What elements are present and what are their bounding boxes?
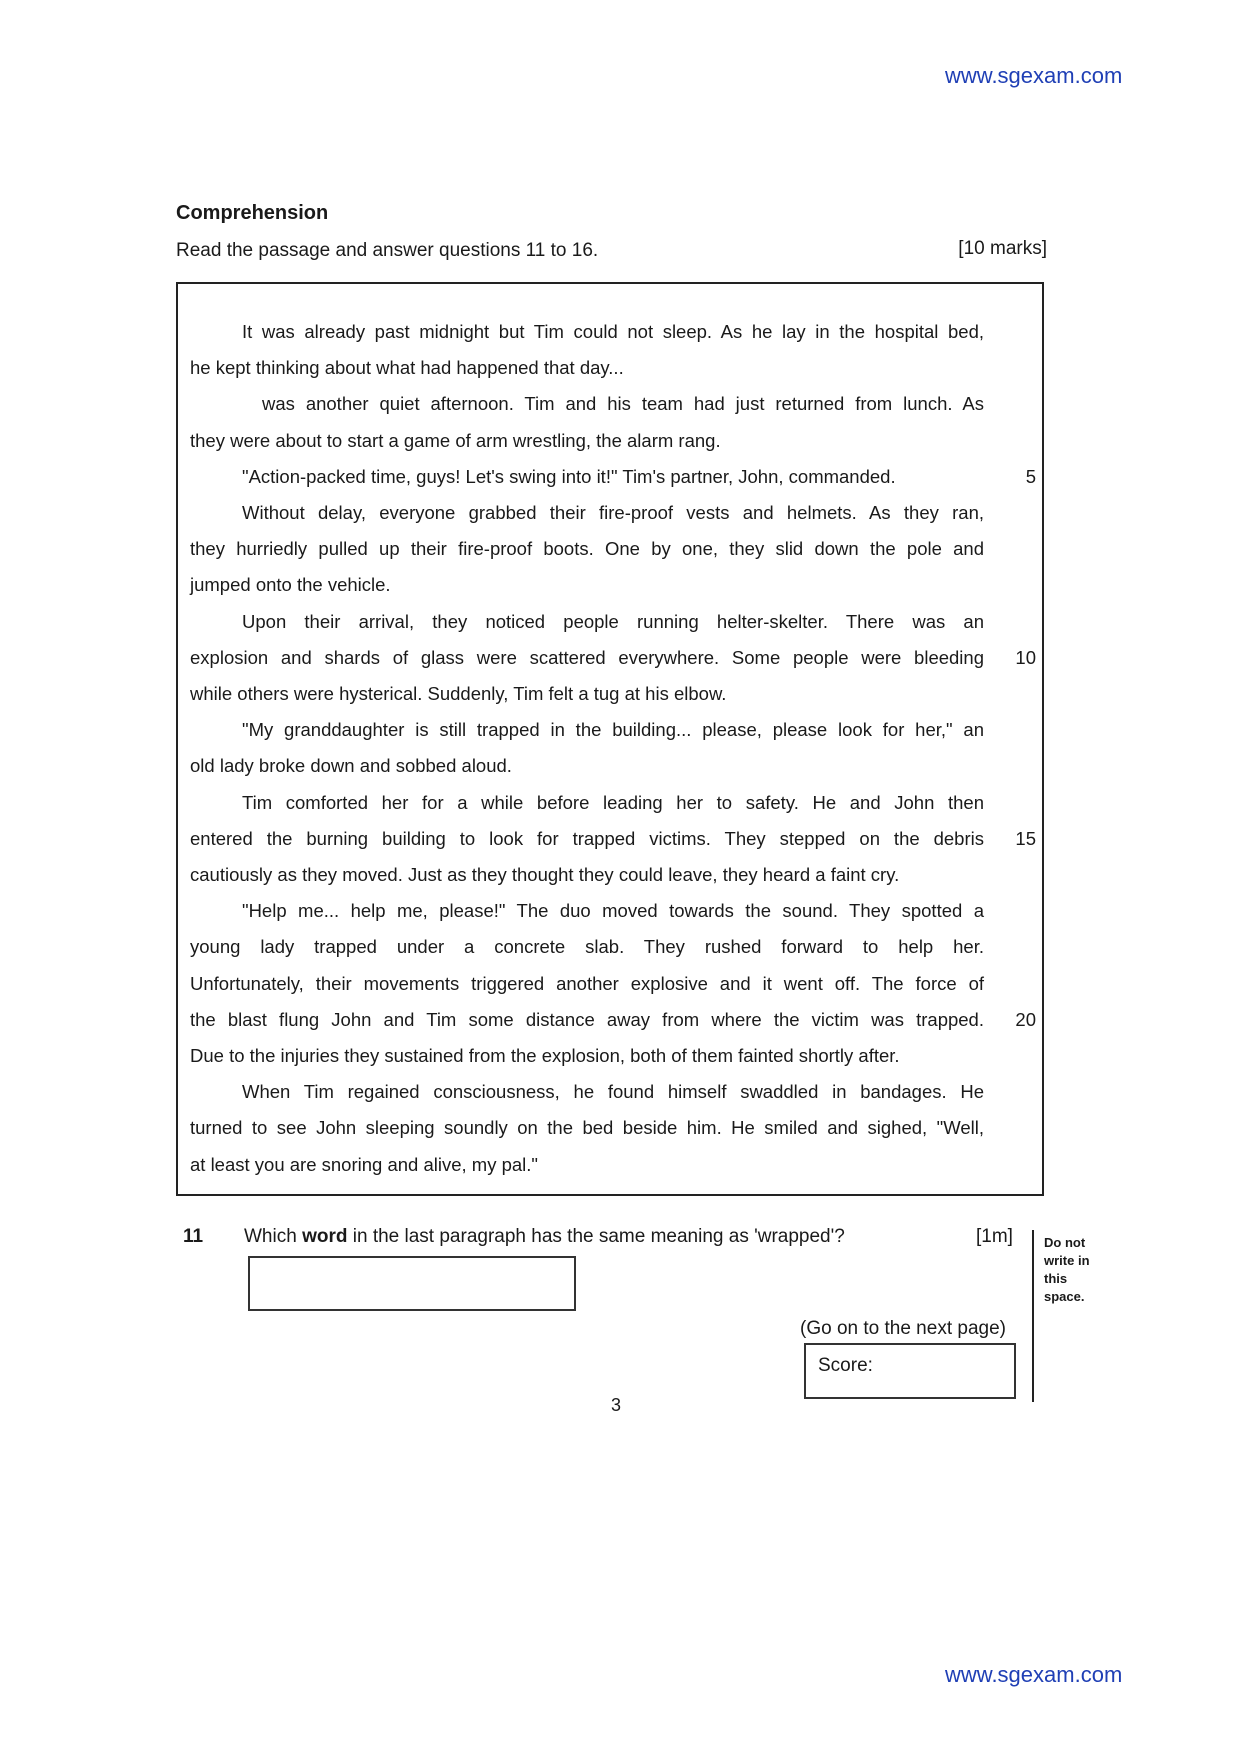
passage-line: at least you are snoring and alive, my pal." — [190, 1153, 538, 1175]
passage-line: was another quiet afternoon. Tim and his team had just returned from lunch. As — [262, 393, 984, 415]
passage-line: cautiously as they moved. Just as they thought they could leave, they heard a faint cry. — [190, 864, 900, 885]
passage-line: "Action-packed time, guys! Let's swing into it!" Tim's partner, John, commanded. — [242, 465, 896, 487]
score-box[interactable] — [804, 1343, 1016, 1399]
passage-line: "Help me... help me, please!" The duo moved towards the sound. They spotted a — [242, 900, 984, 922]
passage-line: they hurriedly pulled up their fire-proof boots. One by one, they slid down the pole and — [190, 538, 984, 560]
do-not-write-line: write in — [1044, 1253, 1090, 1268]
question-text-after: in the last paragraph has the same meaning as 'wrapped'? — [347, 1226, 845, 1247]
passage-line: Upon their arrival, they noticed people running helter-skelter. There was an — [242, 610, 984, 632]
margin-rule — [1032, 1230, 1034, 1402]
passage-line: while others were hysterical. Suddenly, Tim felt a tug at his elbow. — [190, 683, 727, 704]
passage-line: young lady trapped under a concrete slab. They rushed forward to help her. — [190, 936, 984, 958]
do-not-write-line: Do not — [1044, 1235, 1086, 1250]
passage-line: When Tim regained consciousness, he found himself swaddled in bandages. He — [242, 1081, 984, 1103]
go-on-next-page: (Go on to the next page) — [800, 1318, 1006, 1339]
do-not-write-line: space. — [1044, 1289, 1085, 1304]
line-number: 15 — [1015, 827, 1036, 849]
passage-line: he kept thinking about what had happened that day... — [190, 357, 624, 379]
section-instruction: Read the passage and answer questions 11 to 16. — [176, 240, 599, 261]
passage-line: the blast flung John and Tim some distance away from where the victim was trapped. — [190, 1008, 984, 1030]
score-label: Score: — [818, 1355, 873, 1376]
passage-line: old lady broke down and sobbed aloud. — [190, 755, 512, 777]
passage-line: entered the burning building to look for trapped victims. They stepped on the debris — [190, 827, 984, 849]
passage-line: It was already past midnight but Tim could not sleep. As he lay in the hospital bed, — [242, 321, 984, 342]
answer-box[interactable] — [248, 1256, 576, 1311]
passage-line: "My granddaughter is still trapped in the building... please, please look for her," an — [242, 719, 984, 741]
do-not-write-note — [1044, 1234, 1104, 1306]
line-number: 10 — [1015, 646, 1036, 668]
section-heading: Comprehension — [176, 202, 329, 224]
passage-line: jumped onto the vehicle. — [190, 574, 391, 596]
question-text-before: Which — [244, 1226, 303, 1247]
section-marks: [10 marks] — [958, 238, 1047, 259]
passage-line: Due to the injuries they sustained from the explosion, both of them fainted shortly after. — [190, 1045, 900, 1066]
watermark-bottom: www.sgexam.com — [945, 1662, 1123, 1687]
passage-line: turned to see John sleeping soundly on the bed beside him. He smiled and sighed, "Well, — [190, 1117, 984, 1139]
passage-line: Tim comforted her for a while before leading her to safety. He and John then — [242, 791, 984, 813]
question-marks: [1m] — [976, 1226, 1013, 1247]
page-number: 3 — [611, 1395, 622, 1415]
passage-line: explosion and shards of glass were scattered everywhere. Some people were bleeding — [190, 646, 984, 668]
watermark-top: www.sgexam.com — [945, 63, 1123, 88]
line-number: 5 — [1025, 465, 1036, 487]
question-number: 11 — [183, 1226, 204, 1247]
question-text-bold: word — [302, 1226, 348, 1247]
passage-line: Without delay, everyone grabbed their fire-proof vests and helmets. As they ran, — [242, 502, 984, 523]
line-number: 20 — [1015, 1008, 1036, 1030]
do-not-write-line: this — [1044, 1271, 1068, 1286]
question-text — [244, 1226, 845, 1248]
passage-line: they were about to start a game of arm wrestling, the alarm rang. — [190, 429, 721, 451]
passage-line: Unfortunately, their movements triggered another explosive and it went off. The force of — [190, 972, 984, 994]
